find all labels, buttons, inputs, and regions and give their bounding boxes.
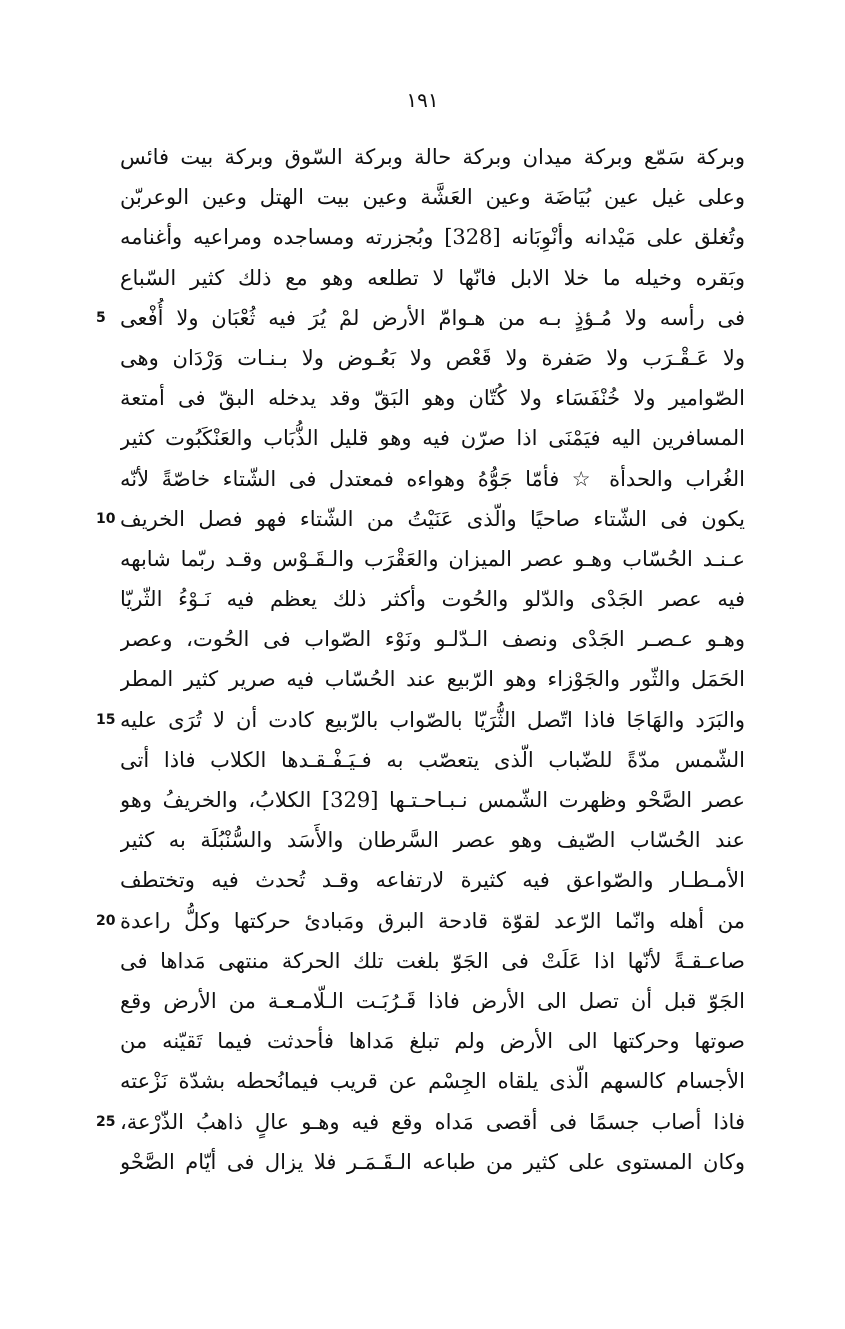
text-line xyxy=(120,860,745,900)
text-line-content: والبَرَد والهَاجَا فاذا اتّصل الثُّرَيّا بالصّواب بالرّبيع كادت أن لا تُرَى عليه xyxy=(120,707,745,732)
text-line xyxy=(120,981,745,1021)
text-line xyxy=(120,1102,745,1142)
text-line xyxy=(120,780,745,820)
text-line xyxy=(120,258,745,298)
text-line-content: ولا عَـقْـرَب ولا صَفرة ولا قَعْص ولا بَعُـوض ولا بـنـات وَرْدَان وهى xyxy=(120,345,745,370)
text-line xyxy=(120,740,745,780)
line-number: 25 xyxy=(96,1113,116,1130)
text-line xyxy=(120,1061,745,1101)
text-line-content: وهـو عـصـر الجَدْى ونصف الـدّلـو ونَوْء الصّواب فى الحُوت، وعصر xyxy=(120,627,745,652)
text-line-content: وبركة سَمّع وبركة ميدان وبركة حالة وبركة السّوق وبركة بيت فائس xyxy=(120,145,745,169)
page-number: ١٩١ xyxy=(406,88,439,112)
text-line-content: عـنـد الحُسّاب وهـو عصر الميزان والعَقْرَب والـقَـوْس وقـد ربّما شابهه xyxy=(120,546,745,571)
text-line-content: صوتها وحركتها الى الأرض ولم تبلغ مَداها فأحدثت فيما تَقيّنه من xyxy=(120,1029,745,1054)
text-line xyxy=(120,820,745,860)
text-line-content: الشّمس مدّةً للضّباب الّذى يتعصّب به فـيَـفْـقـدها الكلاب فاذا أتى xyxy=(120,747,745,772)
line-number: 20 xyxy=(96,912,116,929)
text-line-content: الجَوّ قبل أن تصل الى الأرض فاذا قَـرُبَـت الـلّامـعـة من الأرض وقع xyxy=(120,988,745,1013)
text-line xyxy=(120,217,745,257)
text-line-content: عند الحُسّاب الصّيف وهو عصر السَّرطان والأَسَد والسُّنْبُلَة به كثير xyxy=(120,828,745,853)
text-body xyxy=(120,137,745,1182)
text-line xyxy=(120,378,745,418)
text-line-content: وبَقره وخيله ما خلا الابل فانّها لا تطلعه وهو مع ذلك كثير السّباع xyxy=(120,265,745,290)
text-line-content: صاعـقـةً لأنّها اذا عَلَتْ فى الجَوّ بلغت تلك الحركة منتهى مَداها فى xyxy=(120,948,745,973)
text-line xyxy=(120,901,745,941)
text-line-content: وكان المستوى على كثير من طباعه الـقَـمَـر فلا يزال فى أيّام الصَّحْو xyxy=(120,1149,745,1174)
text-line xyxy=(120,700,745,740)
text-line xyxy=(120,459,745,499)
line-number: 15 xyxy=(96,711,116,728)
text-line xyxy=(120,177,745,217)
text-line xyxy=(120,1142,745,1182)
text-line-content: وتُغلق على مَيْدانه وأنْوِبَانه [328] وبُجزرته ومساجده ومراعيه وأغنامه xyxy=(120,225,745,250)
text-line xyxy=(120,619,745,659)
line-number: 10 xyxy=(96,510,116,527)
text-line-content: فاذا أصاب جسمًا فى أقصى مَداه وقع فيه وهـو عالٍ ذاهبُ الذّرْعة، xyxy=(120,1109,745,1134)
text-line-content: الغُراب والحدأة ☆ فأمّا جَوُّهُ وهواءه فمعتدل فى الشّتاء خاصّةً لأنّه xyxy=(120,466,745,491)
text-line xyxy=(120,338,745,378)
text-line-content: الأمـطـار والصّواعق فيه كثيرة لارتفاعه وقـد تُحدث فيه وتختطف xyxy=(120,868,745,893)
text-line-content: الأجسام كالسهم الّذى يلقاه الجِسْم عن قريب فيمانُحطه بشدّة نَزْعته xyxy=(120,1069,745,1094)
text-line xyxy=(120,941,745,981)
text-line xyxy=(120,579,745,619)
text-line-content: المسافرين اليه فيَمْنَى اذا صرّن فيه وهو قليل الذُّبَاب والعَنْكَبُوت كثير xyxy=(120,426,745,451)
text-line xyxy=(120,659,745,699)
text-line-content: يكون فى الشّتاء صاحيًا والّذى عَنَيْتُ من الشّتاء فهو فصل الخريف xyxy=(120,506,745,531)
text-line xyxy=(120,539,745,579)
text-line-content: فيه عصر الجَدْى والدّلو والحُوت وأكثر ذلك يعظم فيه نَـوْءُ الثّريّا xyxy=(120,587,745,612)
text-line xyxy=(120,418,745,458)
text-line xyxy=(120,137,745,177)
text-line-content: من أهله وانّما الرّعد لقوّة قادحة البرق ومَبادئ حركتها وكلُّ راعدة xyxy=(120,908,745,933)
text-line xyxy=(120,298,745,338)
text-line-content: عصر الصَّحْو وظهرت الشّمس نـبـاحـتـها [329] الكلابُ، والخريفُ وهو xyxy=(120,788,745,812)
text-line-content: الصّوامير ولا خُنْفَسَاء ولا كُتّان وهو البَقّ وقد يدخله البقّ فى أمتعة xyxy=(120,386,745,411)
text-line-content: فى رأسه ولا مُـؤذٍ بـه من هـوامّ الأرض لمْ يُرَ فيه ثُعْبَان ولا أُفْعى xyxy=(120,305,745,330)
text-line xyxy=(120,499,745,539)
line-number: 5 xyxy=(96,309,106,326)
text-line xyxy=(120,1021,745,1061)
text-line-content: وعلى غيل عين بُيَاضَة وعين العَشَّة وعين بيت الهتل وعين الوعربّن xyxy=(120,185,745,210)
text-line-content: الحَمَل والثّور والجَوْزاء وهو الرّبيع عند الحُسّاب فيه صرير كثير المطر xyxy=(120,667,745,692)
